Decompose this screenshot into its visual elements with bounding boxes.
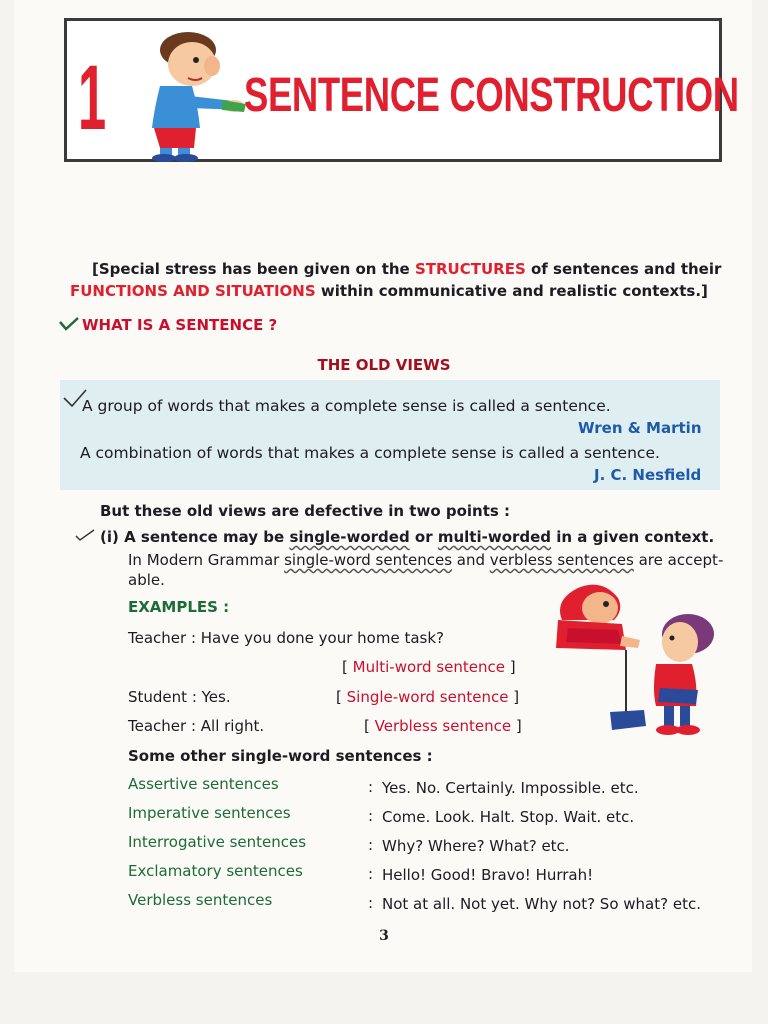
modern-text: In Modern Grammar bbox=[128, 551, 285, 569]
definition-text: A combination of words that makes a complete sense is called a sentence. bbox=[80, 444, 660, 462]
row-separator: : bbox=[368, 836, 374, 854]
sentence-kind: Interrogative sentences bbox=[128, 833, 307, 851]
intro-note bbox=[70, 258, 720, 302]
row-separator: : bbox=[368, 807, 374, 825]
modern-grammar-continued: able. bbox=[128, 571, 165, 589]
point-text: or bbox=[409, 528, 438, 546]
sentence-kind: Verbless sentences bbox=[128, 891, 273, 909]
defective-intro: But these old views are defective in two points : bbox=[100, 502, 511, 520]
point-text: A sentence may be bbox=[124, 528, 290, 546]
section-heading: WHAT IS A SENTENCE ? bbox=[82, 316, 278, 334]
intro-text: [Special stress has been given on the bbox=[92, 260, 415, 278]
sentence-type-text: Single-word sentence bbox=[346, 688, 509, 706]
modern-grammar-text bbox=[128, 551, 723, 569]
dialogue-line: Teacher : All right. bbox=[128, 717, 265, 735]
modern-text: verbless sentences bbox=[489, 551, 634, 569]
sentence-kind: Assertive sentences bbox=[128, 775, 279, 793]
definition-author: Wren & Martin bbox=[578, 419, 702, 437]
chapter-number: 1 bbox=[78, 47, 107, 149]
sentence-kind: Exclamatory sentences bbox=[128, 862, 303, 880]
definition-text: A group of words that makes a complete sense is called a sentence. bbox=[82, 397, 611, 415]
check-mark-icon bbox=[74, 528, 96, 542]
intro-text: within communicative and realistic contexts.] bbox=[315, 282, 708, 300]
point-text: single-worded bbox=[289, 528, 410, 546]
modern-text: single-word sentences bbox=[284, 551, 453, 569]
teacher-student-illustration bbox=[548, 580, 718, 748]
dialogue-line: Student : Yes. bbox=[128, 688, 231, 706]
sentence-type-label: [ Verbless sentence ] bbox=[364, 717, 522, 735]
old-views-heading: THE OLD VIEWS bbox=[317, 356, 451, 374]
point-text: in a given context. bbox=[551, 528, 715, 546]
point-number: (i) bbox=[100, 528, 119, 546]
sentence-type-label: [ Multi-word sentence ] bbox=[342, 658, 516, 676]
intro-text: of sentences and their bbox=[525, 260, 722, 278]
modern-text: and bbox=[452, 551, 490, 569]
point-one bbox=[100, 528, 714, 546]
sentence-examples: Come. Look. Halt. Stop. Wait. etc. bbox=[382, 808, 635, 826]
definition-author: J. C. Nesfield bbox=[594, 466, 702, 484]
sentence-type-text: Verbless sentence bbox=[374, 717, 512, 735]
row-separator: : bbox=[368, 778, 374, 796]
dialogue-line: Teacher : Have you done your home task? bbox=[128, 629, 444, 647]
other-sentences-heading: Some other single-word sentences : bbox=[128, 747, 433, 765]
row-separator: : bbox=[368, 894, 374, 912]
point-text: multi-worded bbox=[437, 528, 552, 546]
page-number: 3 bbox=[379, 928, 389, 944]
sentence-type-text: Multi-word sentence bbox=[352, 658, 505, 676]
sentence-examples: Yes. No. Certainly. Impossible. etc. bbox=[382, 779, 639, 797]
sentence-examples: Hello! Good! Bravo! Hurrah! bbox=[382, 866, 594, 884]
sentence-examples: Why? Where? What? etc. bbox=[382, 837, 570, 855]
chapter-title: SENTENCE CONSTRUCTION bbox=[244, 69, 739, 122]
boy-pointing-illustration bbox=[130, 20, 250, 162]
row-separator: : bbox=[368, 865, 374, 883]
intro-highlight-structures: STRUCTURES bbox=[414, 260, 526, 278]
modern-text: are accept- bbox=[633, 551, 724, 569]
sentence-type-label: [ Single-word sentence ] bbox=[336, 688, 520, 706]
intro-highlight-functions: FUNCTIONS AND SITUATIONS bbox=[70, 282, 316, 300]
sentence-kind: Imperative sentences bbox=[128, 804, 291, 822]
intro-line-1 bbox=[70, 258, 720, 280]
intro-line-2 bbox=[70, 280, 720, 302]
check-mark-icon bbox=[58, 316, 80, 332]
sentence-examples: Not at all. Not yet. Why not? So what? etc. bbox=[382, 895, 701, 913]
examples-heading: EXAMPLES : bbox=[128, 598, 230, 616]
